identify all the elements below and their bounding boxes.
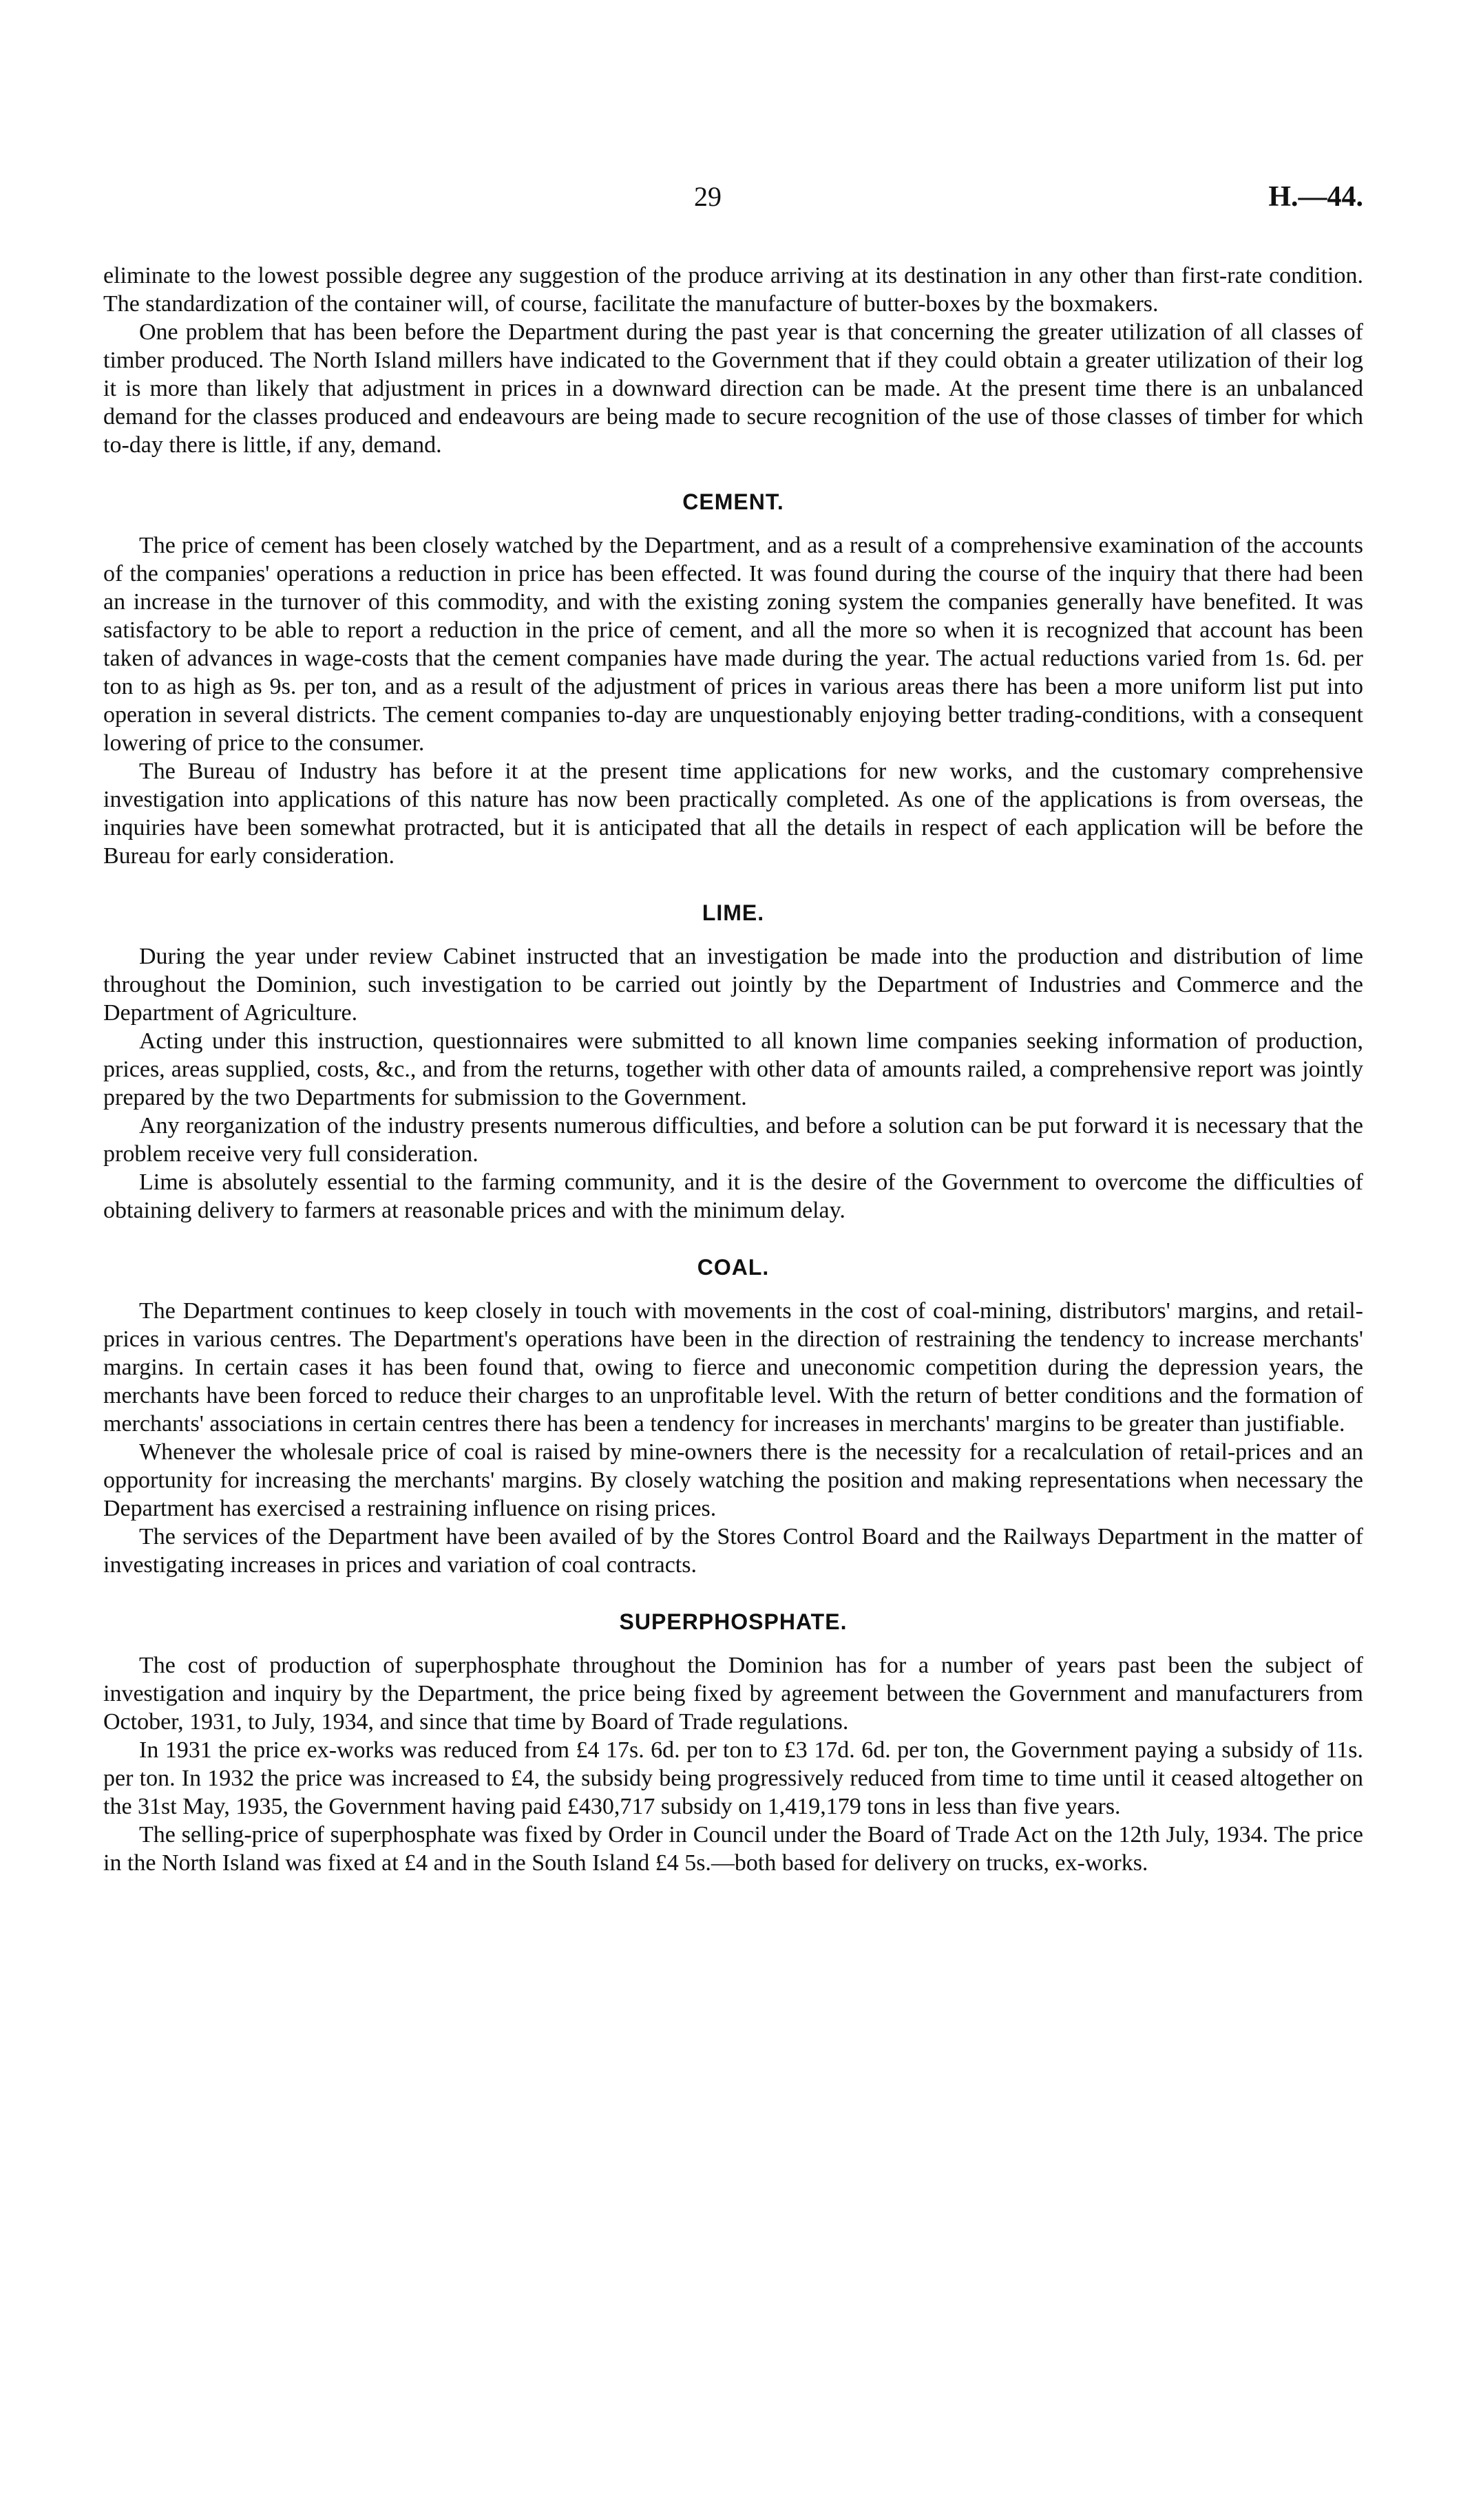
paragraph: The selling-price of superphosphate was fixed by Order in Council under the Board of Trade Act on the 12th July, 1934. The price in the North Island was fixed at £4 and in the South Island £4 5s.—both based for delivery on trucks, ex-works. <box>103 1822 1363 1876</box>
page-header <box>103 180 1363 222</box>
section-heading-superphosphate: SUPERPHOSPHATE. <box>619 1609 848 1634</box>
page-body <box>103 262 1363 1877</box>
paragraph: In 1931 the price ex-works was reduced from £4 17s. 6d. per ton to £3 17d. 6d. per ton, the Government paying a subsidy of 11s. per ton. In 1932 the price was increased to £4, the subsidy being progressively reduced from time to time until it ceased altogether on the 31st May, 1935, the Government having paid £430,717 subsidy on 1,419,179 tons in less than five years. <box>103 1737 1363 1819</box>
paragraph: Acting under this instruction, questionnaires were submitted to all known lime companies seeking information of production, prices, areas supplied, costs, &c., and from the returns, together with other data of amounts railed, a comprehensive report was jointly prepared by the two Departments for submission to the Government. <box>103 1028 1363 1110</box>
section-heading-lime: LIME. <box>702 900 765 925</box>
section-cement <box>103 489 1363 870</box>
paragraph: The price of cement has been closely watched by the Department, and as a result of a comprehensive examination of the accounts of the companies' operations a reduction in price has been effected. It was found during the course of the inquiry that there had been an increase in the turnover of this commodity, and with the existing zoning system the companies generally have benefited. It was satisfactory to be able to report a reduction in the price of cement, and all the more so when it is recognized that account has been taken of advances in wage-costs that the cement companies have made during the year. The actual reductions varied from 1s. 6d. per ton to as high as 9s. per ton, and as a result of the adjustment of prices in various areas there has been a more uniform list put into operation in several districts. The cement companies to-day are unquestionably enjoying better trading-conditions, with a consequent lowering of price to the consumer. <box>103 533 1363 756</box>
report-reference: H.—44. <box>1268 181 1363 213</box>
paragraph: Lime is absolutely essential to the farming community, and it is the desire of the Government to overcome the difficulties of obtaining delivery to farmers at reasonable prices and with the minimum delay. <box>103 1169 1363 1223</box>
section-heading-cement: CEMENT. <box>682 489 784 514</box>
paragraph: eliminate to the lowest possible degree any suggestion of the produce arriving at its destination in any other than first-rate condition. The standardization of the container will, of course, facilitate the manufacture of butter-boxes by the boxmakers. <box>103 263 1363 317</box>
paragraph: The Department continues to keep closely in touch with movements in the cost of coal-mining, distributors' margins, and retail-prices in various centres. The Department's operations have been in the direction of restraining the tendency to increase merchants' margins. In certain cases it has been found that, owing to fierce and uneconomic competition during the depression years, the merchants have been forced to reduce their charges to an unprofitable level. With the return of better conditions and the formation of merchants' associations in certain centres there has been a tendency for increases in merchants' margins to be greater than justifiable. <box>103 1298 1363 1437</box>
paragraph: One problem that has been before the Department during the past year is that concerning the greater utilization of all classes of timber produced. The North Island millers have indicated to the Government that if they could obtain a greater utilization of their log it is more than likely that adjustment in prices in a downward direction can be made. At the present time there is an unbalanced demand for the classes produced and endeavours are being made to secure recognition of the use of those classes of timber for which to-day there is little, if any, demand. <box>103 319 1363 458</box>
paragraph: The Bureau of Industry has before it at the present time applications for new works, and the customary comprehensive investigation into applications of this nature has now been practically completed. As one of the applications is from overseas, the inquiries have been somewhat protracted, but it is anticipated that all the details in respect of each application will be before the Bureau for early consideration. <box>103 759 1363 869</box>
paragraph: Any reorganization of the industry presents numerous difficulties, and before a solution can be put forward it is necessary that the problem receive very full consideration. <box>103 1113 1363 1167</box>
section-heading-coal: COAL. <box>697 1255 770 1280</box>
paragraph: During the year under review Cabinet instructed that an investigation be made into the production and distribution of lime throughout the Dominion, such investigation to be carried out jointly by the Department of Industries and Commerce and the Department of Agriculture. <box>103 944 1363 1026</box>
section-lime <box>103 900 1363 1225</box>
section-coal <box>103 1255 1363 1579</box>
paragraph: The services of the Department have been availed of by the Stores Control Board and the Railways Department in the matter of investigating increases in prices and variation of coal contracts. <box>103 1524 1363 1578</box>
paragraph: Whenever the wholesale price of coal is raised by mine-owners there is the necessity for a recalculation of retail-prices and an opportunity for increasing the merchants' margins. By closely watching the position and making representations when necessary the Department has exercised a restraining influence on rising prices. <box>103 1439 1363 1521</box>
section-timber-continued <box>103 262 1363 459</box>
section-superphosphate <box>103 1609 1363 1877</box>
page-number: 29 <box>694 181 722 212</box>
paragraph: The cost of production of superphosphate throughout the Dominion has for a number of years past been the subject of investigation and inquiry by the Department, the price being fixed by agreement between the Government and manufacturers from October, 1931, to July, 1934, and since that time by Board of Trade regulations. <box>103 1653 1363 1735</box>
